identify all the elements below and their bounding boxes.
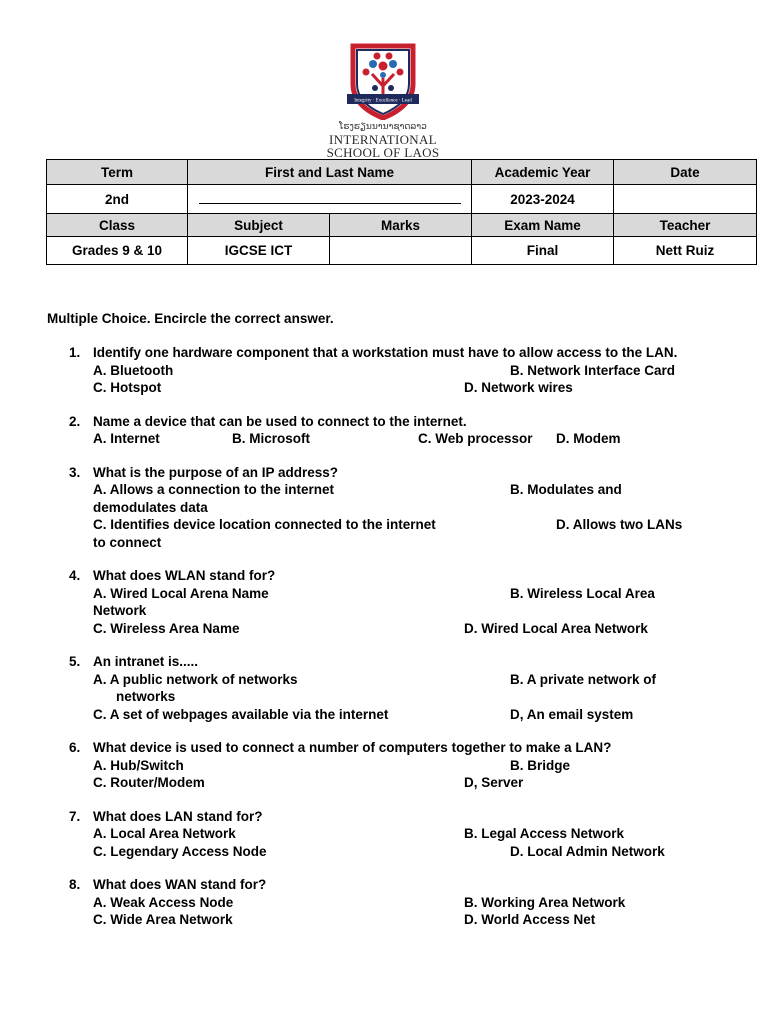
question-number: 8. bbox=[69, 877, 81, 892]
instructions: Multiple Choice. Encircle the correct answer. bbox=[47, 311, 334, 326]
option-a[interactable]: A. Bluetooth bbox=[93, 362, 174, 378]
question-number: 5. bbox=[69, 654, 81, 669]
option-a[interactable]: A. Hub/Switch bbox=[93, 757, 184, 773]
question-5 bbox=[47, 653, 737, 723]
date-header: Date bbox=[614, 160, 757, 185]
term-header: Term bbox=[47, 160, 188, 185]
class-header: Class bbox=[47, 214, 188, 237]
option-a[interactable]: A. Internet bbox=[93, 431, 160, 446]
term-value: 2nd bbox=[47, 185, 188, 214]
question-2 bbox=[47, 413, 737, 448]
option-b[interactable]: B. Legal Access Network bbox=[464, 826, 625, 841]
question-text: An intranet is..... bbox=[93, 654, 199, 669]
exam-info-table bbox=[46, 159, 757, 265]
question-7 bbox=[47, 808, 737, 861]
option-b[interactable]: B. Working Area Network bbox=[464, 894, 626, 910]
question-number: 2. bbox=[69, 413, 81, 429]
option-d[interactable]: D, An email system bbox=[510, 706, 634, 722]
option-a[interactable]: A. Local Area Network bbox=[93, 826, 236, 841]
question-number: 7. bbox=[69, 808, 81, 824]
option-b[interactable]: B. Modulates and bbox=[510, 482, 622, 497]
option-d[interactable]: D, Server bbox=[464, 775, 524, 790]
question-text: What device is used to connect a number of computers together to make a LAN? bbox=[93, 740, 612, 755]
option-d[interactable]: D. World Access Net bbox=[464, 912, 596, 927]
info-header-row-2 bbox=[47, 214, 757, 237]
name-header: First and Last Name bbox=[188, 160, 472, 185]
option-b-continued: Network bbox=[93, 603, 147, 618]
question-1 bbox=[47, 344, 737, 397]
option-c[interactable]: C. Identifies device location connected to the internet bbox=[93, 517, 436, 532]
option-c[interactable]: C. A set of webpages available via the internet bbox=[93, 706, 389, 722]
question-text: Name a device that can be used to connect to the internet. bbox=[93, 413, 467, 429]
academic-year-value: 2023-2024 bbox=[472, 185, 614, 214]
question-6 bbox=[47, 739, 737, 792]
question-text: What does WLAN stand for? bbox=[93, 568, 276, 583]
svg-text:Integrity · Excellence · Lead: Integrity · Excellence · Lead bbox=[354, 98, 412, 104]
option-d[interactable]: D. Allows two LANs bbox=[556, 517, 683, 532]
option-c[interactable]: C. Hotspot bbox=[93, 380, 162, 395]
question-number: 4. bbox=[69, 568, 81, 583]
date-field[interactable] bbox=[614, 185, 757, 214]
school-name-lao: ໂຮງຮຽນນານາຊາດລາວ bbox=[339, 122, 427, 132]
option-a[interactable]: A. Weak Access Node bbox=[93, 894, 234, 910]
academic-year-header: Academic Year bbox=[472, 160, 614, 185]
subject-value: IGCSE ICT bbox=[188, 237, 330, 265]
marks-field[interactable] bbox=[330, 237, 472, 265]
option-c[interactable]: C. Legendary Access Node bbox=[93, 843, 267, 859]
name-underline bbox=[199, 195, 461, 204]
school-name-line1: INTERNATIONAL bbox=[329, 132, 437, 147]
school-crest-icon bbox=[346, 42, 420, 120]
option-b[interactable]: B. Network Interface Card bbox=[510, 362, 676, 378]
exam-content bbox=[47, 310, 737, 945]
option-d-continued: to connect bbox=[93, 534, 162, 550]
question-8 bbox=[47, 876, 737, 929]
exam-name-value: Final bbox=[472, 237, 614, 265]
option-c[interactable]: C. Router/Modem bbox=[93, 775, 205, 790]
option-a[interactable]: A. A public network of networks bbox=[93, 671, 298, 687]
question-number: 3. bbox=[69, 464, 81, 480]
option-d[interactable]: D. Wired Local Area Network bbox=[464, 620, 648, 636]
option-a[interactable]: A. Wired Local Arena Name bbox=[93, 585, 269, 601]
option-c[interactable]: C. Wide Area Network bbox=[93, 912, 233, 927]
option-c[interactable]: C. Web processor bbox=[418, 431, 533, 446]
option-b[interactable]: B. Microsoft bbox=[232, 431, 311, 446]
option-d[interactable]: D. Local Admin Network bbox=[510, 843, 665, 859]
question-text: Identify one hardware component that a workstation must have to allow access to the LAN. bbox=[93, 345, 678, 360]
option-c[interactable]: C. Wireless Area Name bbox=[93, 620, 240, 636]
option-a[interactable]: A. Allows a connection to the internet bbox=[93, 482, 335, 497]
name-field[interactable] bbox=[188, 185, 472, 214]
exam-name-header: Exam Name bbox=[472, 214, 614, 237]
option-d[interactable]: D. Modem bbox=[556, 431, 621, 446]
question-4 bbox=[47, 567, 737, 637]
option-b[interactable]: B. Wireless Local Area bbox=[510, 585, 655, 601]
question-number: 1. bbox=[69, 345, 81, 360]
info-row-2 bbox=[47, 237, 757, 265]
info-row-1 bbox=[47, 185, 757, 214]
option-b-continued: demodulates data bbox=[93, 499, 208, 515]
info-header-row-1 bbox=[47, 160, 757, 185]
school-name-line2: SCHOOL OF LAOS bbox=[326, 145, 440, 160]
option-b[interactable]: B. Bridge bbox=[510, 757, 571, 773]
option-a-continued: networks bbox=[116, 689, 176, 704]
question-number: 6. bbox=[69, 740, 81, 755]
question-text: What does WAN stand for? bbox=[93, 877, 267, 892]
class-value: Grades 9 & 10 bbox=[47, 237, 188, 265]
marks-header: Marks bbox=[330, 214, 472, 237]
school-logo bbox=[320, 42, 446, 160]
question-3 bbox=[47, 464, 737, 552]
teacher-header: Teacher bbox=[614, 214, 757, 237]
question-text: What does LAN stand for? bbox=[93, 808, 263, 824]
option-b[interactable]: B. A private network of bbox=[510, 671, 657, 687]
teacher-value: Nett Ruiz bbox=[614, 237, 757, 265]
option-d[interactable]: D. Network wires bbox=[464, 380, 573, 395]
subject-header: Subject bbox=[188, 214, 330, 237]
question-text: What is the purpose of an IP address? bbox=[93, 464, 339, 480]
